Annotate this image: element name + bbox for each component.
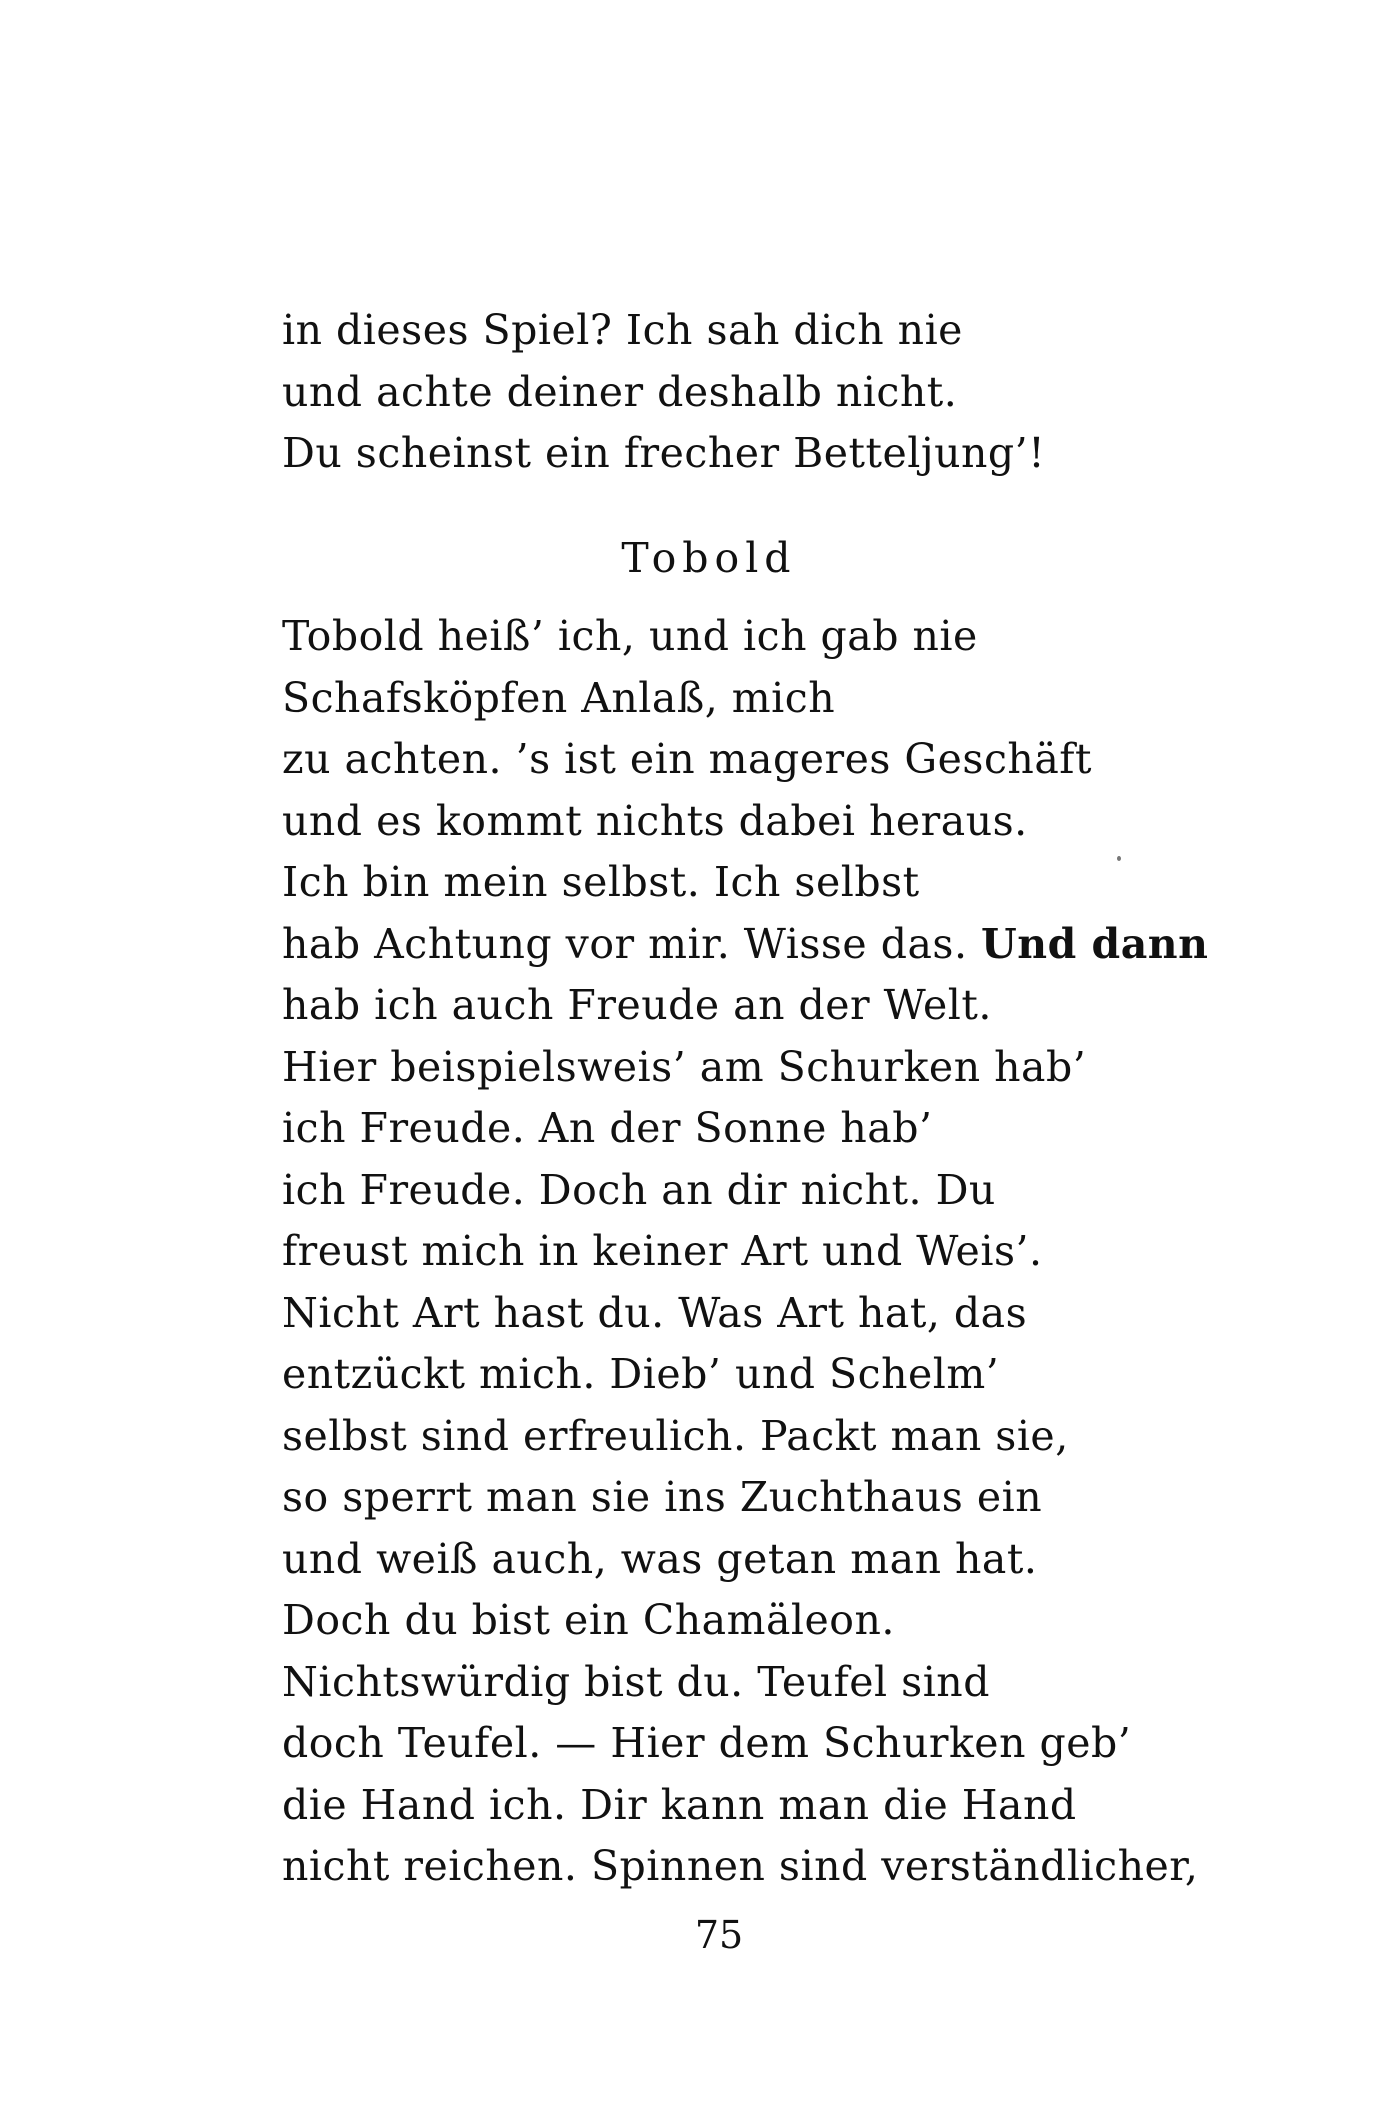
verse-line: hab ich auch Freude an der Welt.: [282, 981, 992, 1029]
stanza-main: [282, 606, 1282, 1898]
verse-line: die Hand ich. Dir kann man die Hand: [282, 1780, 1077, 1829]
verse-line: Tobold heiß’ ich, und ich gab nie: [282, 612, 978, 660]
verse-line: freust mich in keiner Art und Weis’.: [282, 1227, 1043, 1275]
verse-text: hab Achtung vor mir. Wisse das.: [282, 919, 968, 968]
verse-line: und es kommt nichts dabei heraus.: [282, 796, 1028, 845]
verse-line: so sperrt man sie ins Zuchthaus ein: [282, 1473, 1043, 1521]
verse-line: und weiß auch, was getan man hat.: [282, 1534, 1038, 1583]
verse-line: ich Freude. An der Sonne hab’: [282, 1104, 933, 1152]
verse-line: entzückt mich. Dieb’ und Schelm’: [282, 1350, 1000, 1398]
verse-line: Doch du bist ein Chamäleon.: [282, 1596, 895, 1644]
verse-line: in dieses Spiel? Ich sah dich nie: [282, 306, 963, 354]
verse-line: doch Teufel. — Hier dem Schurken geb’: [282, 1719, 1132, 1767]
verse-line: selbst sind erfreulich. Packt man sie,: [282, 1411, 1069, 1460]
verse-line: Du scheinst ein frecher Betteljung’!: [282, 429, 1046, 477]
verse-line: ich Freude. Doch an dir nicht. Du: [282, 1165, 996, 1214]
verse-line: Ich bin mein selbst. Ich selbst: [282, 858, 920, 906]
verse-line: nicht reichen. Spinnen sind verständlicher,: [282, 1842, 1199, 1890]
verse-line: zu achten. ’s ist ein mageres Geschäft: [282, 735, 1092, 783]
paper-speck: [1117, 856, 1121, 861]
speaker-heading: Tobold: [621, 534, 797, 582]
stanza-top: [282, 300, 1282, 485]
verse-line: Nichtswürdig bist du. Teufel sind: [282, 1657, 990, 1706]
bold-continuation: Und dann: [981, 919, 1209, 968]
verse-line: Nicht Art hast du. Was Art hat, das: [282, 1288, 1028, 1337]
page-number: 75: [694, 1913, 744, 1957]
verse-line: Schafsköpfen Anlaß, mich: [282, 673, 836, 722]
verse-line-with-bold: [282, 914, 1282, 976]
verse-line: Hier beispielsweis’ am Schurken hab’: [282, 1042, 1087, 1091]
verse-line: und achte deiner deshalb nicht.: [282, 367, 958, 416]
